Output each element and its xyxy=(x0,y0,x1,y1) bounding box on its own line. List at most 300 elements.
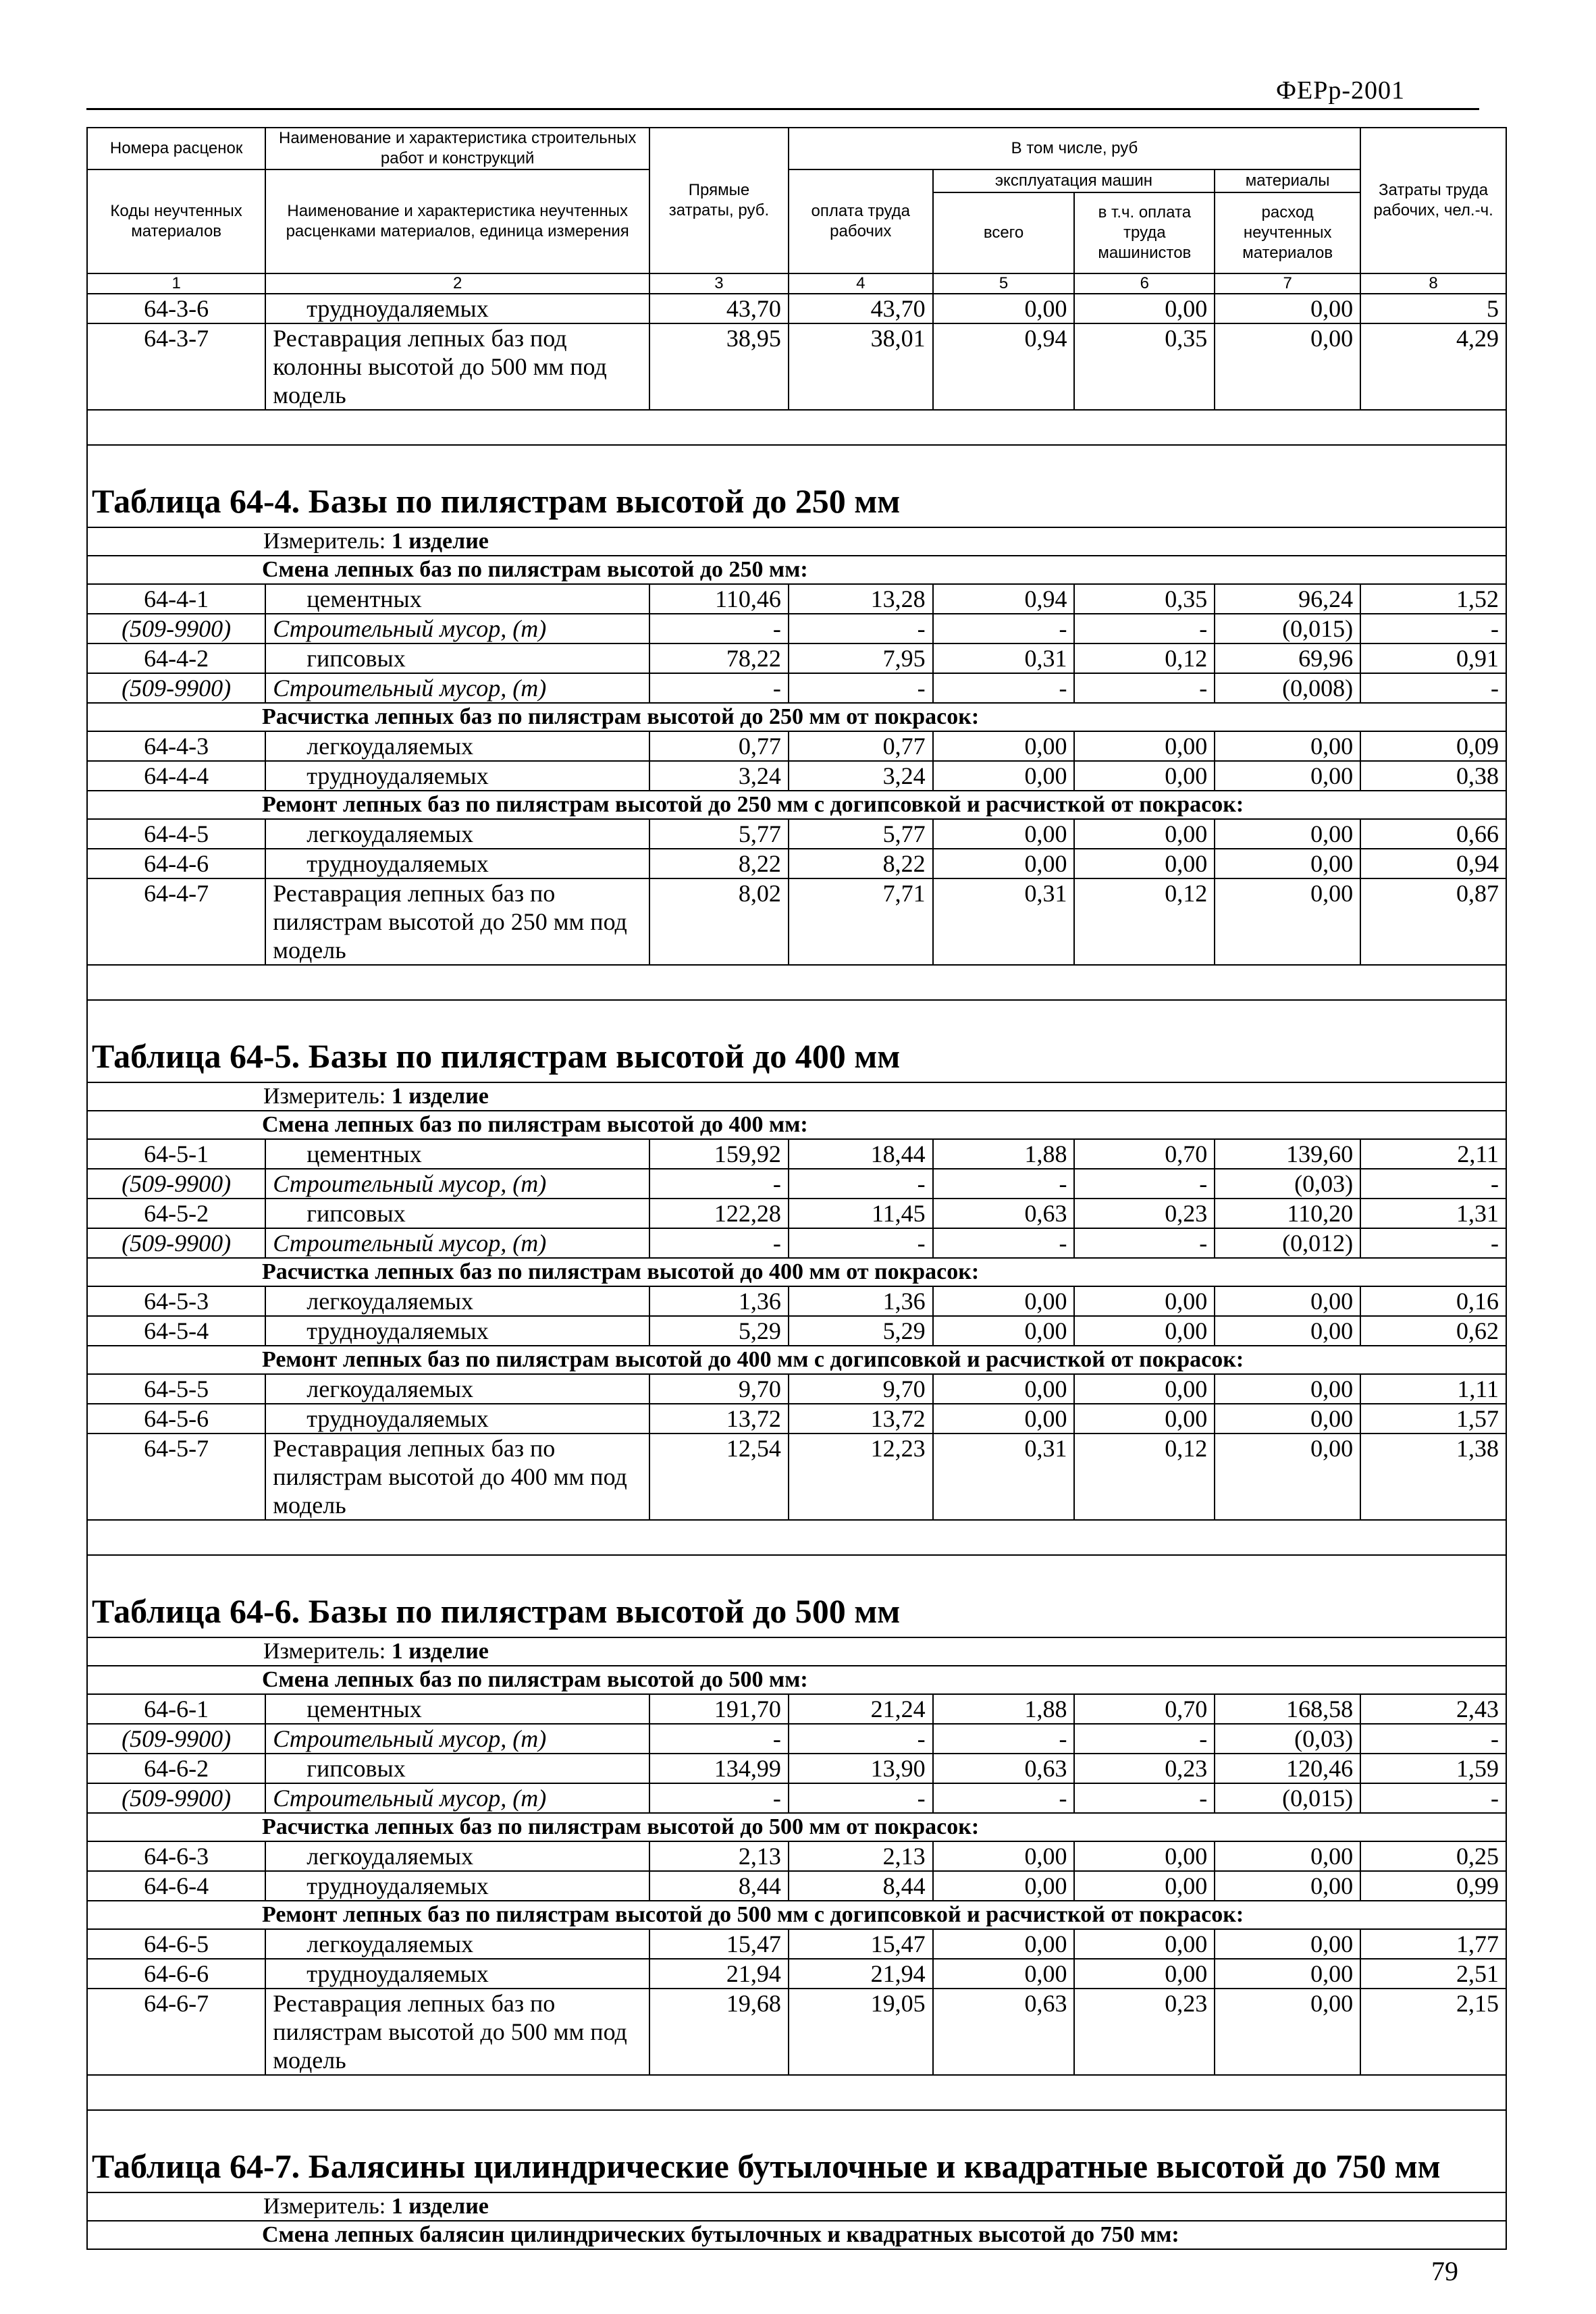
labor-hours: 0,09 xyxy=(1360,731,1506,761)
labor-hours: 0,99 xyxy=(1360,1871,1506,1901)
section-row xyxy=(87,1901,1506,1929)
section-heading: Смена лепных балясин цилиндрических бутылочных и квадратных высотой до 750 мм: xyxy=(87,2221,1506,2249)
direct-cost: - xyxy=(649,673,789,703)
rate-code: 64-5-4 xyxy=(87,1316,265,1346)
materials-cost: 96,24 xyxy=(1215,584,1360,614)
spacer-row xyxy=(87,410,1506,445)
rate-name: легкоудаляемых xyxy=(265,1929,649,1959)
rate-code: 64-6-3 xyxy=(87,1841,265,1871)
rate-row xyxy=(87,1841,1506,1871)
machines-total: 0,31 xyxy=(933,878,1075,965)
column-header-name: Наименование и характеристика строительных работ и конструкций xyxy=(265,128,649,169)
rate-row xyxy=(87,1959,1506,1989)
material-code: (509-9900) xyxy=(87,1228,265,1258)
machines-total: 0,00 xyxy=(933,1841,1075,1871)
section-row xyxy=(87,1258,1506,1286)
machinist-wages: 0,35 xyxy=(1074,584,1215,614)
column-index: 5 xyxy=(933,273,1075,294)
machines-total: 0,00 xyxy=(933,1286,1075,1316)
material-name: Строительный мусор, (т) xyxy=(265,1169,649,1199)
direct-cost: 3,24 xyxy=(649,761,789,791)
machines-total: 0,00 xyxy=(933,819,1075,849)
materials-cost: 0,00 xyxy=(1215,1871,1360,1901)
wages-cost: 0,77 xyxy=(789,731,933,761)
rate-row xyxy=(87,1199,1506,1228)
machines-total: 0,00 xyxy=(933,1316,1075,1346)
materials-cost: 0,00 xyxy=(1215,819,1360,849)
rate-name: трудноудаляемых xyxy=(265,1959,649,1989)
labor-hours: 0,87 xyxy=(1360,878,1506,965)
rate-code: 64-6-1 xyxy=(87,1694,265,1724)
rate-code: 64-6-6 xyxy=(87,1959,265,1989)
machinist-wages: 0,00 xyxy=(1074,1929,1215,1959)
direct-cost: 8,22 xyxy=(649,849,789,878)
section-row xyxy=(87,2221,1506,2249)
section-heading: Ремонт лепных баз по пилястрам высотой до 500 мм с догипсовкой и расчисткой от покрасок: xyxy=(87,1901,1506,1929)
wages-cost: 15,47 xyxy=(789,1929,933,1959)
machinist-wages: 0,00 xyxy=(1074,849,1215,878)
machinist-wages: 0,00 xyxy=(1074,819,1215,849)
machines-total: - xyxy=(933,1228,1075,1258)
wages-cost: - xyxy=(789,1783,933,1813)
machines-total: 0,94 xyxy=(933,323,1075,410)
measure-unit xyxy=(87,1082,1506,1111)
machinist-wages: - xyxy=(1074,1783,1215,1813)
rate-code: 64-6-4 xyxy=(87,1871,265,1901)
material-row xyxy=(87,673,1506,703)
machinist-wages: 0,00 xyxy=(1074,731,1215,761)
column-header-labor: Затраты труда рабочих, чел.-ч. xyxy=(1360,128,1506,273)
column-index: 4 xyxy=(789,273,933,294)
material-row xyxy=(87,1724,1506,1754)
wages-cost: - xyxy=(789,673,933,703)
measure-value: 1 изделие xyxy=(391,2194,489,2219)
rate-code: 64-4-6 xyxy=(87,849,265,878)
rate-name: цементных xyxy=(265,584,649,614)
direct-cost: 9,70 xyxy=(649,1374,789,1404)
machines-total: 0,00 xyxy=(933,1374,1075,1404)
materials-cost: 0,00 xyxy=(1215,294,1360,323)
wages-cost: - xyxy=(789,1724,933,1754)
wages-cost: 13,90 xyxy=(789,1754,933,1783)
column-index: 6 xyxy=(1074,273,1215,294)
materials-cost: 0,00 xyxy=(1215,1286,1360,1316)
wages-cost: 18,44 xyxy=(789,1139,933,1169)
section-heading: Расчистка лепных баз по пилястрам высотой до 400 мм от покрасок: xyxy=(87,1258,1506,1286)
table-title-row xyxy=(87,1000,1506,1082)
column-index: 7 xyxy=(1215,273,1360,294)
materials-cost: 69,96 xyxy=(1215,643,1360,673)
labor-hours: 2,51 xyxy=(1360,1959,1506,1989)
wages-cost: 7,95 xyxy=(789,643,933,673)
measure-row xyxy=(87,527,1506,556)
rate-row xyxy=(87,1286,1506,1316)
rate-code: 64-6-2 xyxy=(87,1754,265,1783)
wages-cost: 43,70 xyxy=(789,294,933,323)
machines-total: - xyxy=(933,1724,1075,1754)
section-heading: Расчистка лепных баз по пилястрам высотой до 500 мм от покрасок: xyxy=(87,1813,1506,1841)
wages-cost: 21,94 xyxy=(789,1959,933,1989)
column-header-wages: оплата труда рабочих xyxy=(789,169,933,273)
section-row xyxy=(87,556,1506,584)
column-header-machines: эксплуатация машин xyxy=(933,169,1215,192)
rate-row xyxy=(87,643,1506,673)
spacer-cell xyxy=(87,410,1506,445)
section-row xyxy=(87,791,1506,819)
machines-total: 1,88 xyxy=(933,1139,1075,1169)
labor-hours: 2,11 xyxy=(1360,1139,1506,1169)
material-row xyxy=(87,1169,1506,1199)
rates-table xyxy=(86,127,1507,2250)
rate-name: цементных xyxy=(265,1139,649,1169)
materials-cost: 0,00 xyxy=(1215,1929,1360,1959)
rate-code: 64-4-1 xyxy=(87,584,265,614)
direct-cost: 21,94 xyxy=(649,1959,789,1989)
rate-code: 64-5-3 xyxy=(87,1286,265,1316)
direct-cost: 1,36 xyxy=(649,1286,789,1316)
labor-hours: 0,16 xyxy=(1360,1286,1506,1316)
labor-hours: 1,77 xyxy=(1360,1929,1506,1959)
column-index: 2 xyxy=(265,273,649,294)
machinist-wages: 0,70 xyxy=(1074,1139,1215,1169)
direct-cost: 15,47 xyxy=(649,1929,789,1959)
section-row xyxy=(87,1111,1506,1139)
table-title-row xyxy=(87,445,1506,527)
rate-name: легкоудаляемых xyxy=(265,819,649,849)
machines-total: 0,31 xyxy=(933,643,1075,673)
rate-name: Реставрация лепных баз по пилястрам высотой до 250 мм под модель xyxy=(265,878,649,965)
section-heading: Смена лепных баз по пилястрам высотой до 250 мм: xyxy=(87,556,1506,584)
materials-cost: 0,00 xyxy=(1215,1374,1360,1404)
labor-hours: 4,29 xyxy=(1360,323,1506,410)
column-header-codes-materials: Коды неучтенных материалов xyxy=(87,169,265,273)
column-header-direct: Прямые затраты, руб. xyxy=(649,128,789,273)
wages-cost: - xyxy=(789,614,933,643)
labor-hours: 0,91 xyxy=(1360,643,1506,673)
machines-total: 0,00 xyxy=(933,849,1075,878)
measure-label: Измеритель: xyxy=(263,1639,386,1664)
direct-cost: - xyxy=(649,1169,789,1199)
column-header-incl: В том числе, руб xyxy=(789,128,1360,169)
measure-label: Измеритель: xyxy=(263,2194,386,2219)
rate-code: 64-5-1 xyxy=(87,1139,265,1169)
section-heading: Смена лепных баз по пилястрам высотой до 500 мм: xyxy=(87,1666,1506,1694)
materials-cost: 110,20 xyxy=(1215,1199,1360,1228)
direct-cost: 13,72 xyxy=(649,1404,789,1434)
materials-cost: 0,00 xyxy=(1215,1959,1360,1989)
direct-cost: - xyxy=(649,1228,789,1258)
machines-total: - xyxy=(933,614,1075,643)
rate-row xyxy=(87,1374,1506,1404)
materials-cost: (0,008) xyxy=(1215,673,1360,703)
table-title-row xyxy=(87,2110,1506,2192)
column-index: 3 xyxy=(649,273,789,294)
direct-cost: 8,44 xyxy=(649,1871,789,1901)
direct-cost: 38,95 xyxy=(649,323,789,410)
rate-row xyxy=(87,1989,1506,2075)
direct-cost: 12,54 xyxy=(649,1434,789,1520)
spacer-row xyxy=(87,1520,1506,1555)
spacer-cell xyxy=(87,2075,1506,2110)
rate-row xyxy=(87,1694,1506,1724)
machinist-wages: 0,00 xyxy=(1074,1286,1215,1316)
machinist-wages: - xyxy=(1074,1724,1215,1754)
machinist-wages: - xyxy=(1074,1169,1215,1199)
materials-cost: (0,03) xyxy=(1215,1169,1360,1199)
measure-unit xyxy=(87,527,1506,556)
table-title: Таблица 64-6. Базы по пилястрам высотой до 500 мм xyxy=(87,1555,1506,1637)
page-number: 79 xyxy=(1431,2256,1458,2286)
machinist-wages: - xyxy=(1074,673,1215,703)
rate-row xyxy=(87,584,1506,614)
direct-cost: - xyxy=(649,614,789,643)
machines-total: - xyxy=(933,1169,1075,1199)
rate-code: 64-5-7 xyxy=(87,1434,265,1520)
spacer-row xyxy=(87,965,1506,1000)
rate-row xyxy=(87,731,1506,761)
materials-cost: (0,015) xyxy=(1215,1783,1360,1813)
material-code: (509-9900) xyxy=(87,1783,265,1813)
wages-cost: 38,01 xyxy=(789,323,933,410)
labor-hours: 0,38 xyxy=(1360,761,1506,791)
materials-cost: 0,00 xyxy=(1215,878,1360,965)
measure-label: Измеритель: xyxy=(263,1084,386,1109)
machines-total: 0,00 xyxy=(933,1871,1075,1901)
table-title: Таблица 64-5. Базы по пилястрам высотой до 400 мм xyxy=(87,1000,1506,1082)
measure-unit xyxy=(87,2192,1506,2221)
direct-cost: 110,46 xyxy=(649,584,789,614)
machines-total: 0,00 xyxy=(933,1929,1075,1959)
rate-name: трудноудаляемых xyxy=(265,1404,649,1434)
machinist-wages: 0,00 xyxy=(1074,1404,1215,1434)
machines-total: 0,63 xyxy=(933,1199,1075,1228)
rate-row xyxy=(87,849,1506,878)
machinist-wages: 0,00 xyxy=(1074,1316,1215,1346)
rate-name: легкоудаляемых xyxy=(265,731,649,761)
materials-cost: 0,00 xyxy=(1215,761,1360,791)
direct-cost: - xyxy=(649,1724,789,1754)
rate-row xyxy=(87,1434,1506,1520)
labor-hours: 2,43 xyxy=(1360,1694,1506,1724)
material-name: Строительный мусор, (т) xyxy=(265,1228,649,1258)
wages-cost: 2,13 xyxy=(789,1841,933,1871)
machinist-wages: 0,12 xyxy=(1074,878,1215,965)
material-code: (509-9900) xyxy=(87,1169,265,1199)
measure-label: Измеритель: xyxy=(263,529,386,554)
header-rule xyxy=(86,108,1479,110)
materials-cost: 0,00 xyxy=(1215,1841,1360,1871)
materials-cost: 139,60 xyxy=(1215,1139,1360,1169)
machines-total: - xyxy=(933,1783,1075,1813)
section-row xyxy=(87,703,1506,731)
rate-code: 64-4-5 xyxy=(87,819,265,849)
machines-total: 1,88 xyxy=(933,1694,1075,1724)
direct-cost: 134,99 xyxy=(649,1754,789,1783)
direct-cost: 78,22 xyxy=(649,643,789,673)
direct-cost: 122,28 xyxy=(649,1199,789,1228)
rate-code: 64-3-6 xyxy=(87,294,265,323)
direct-cost: 5,29 xyxy=(649,1316,789,1346)
rate-name: Реставрация лепных баз по пилястрам высотой до 500 мм под модель xyxy=(265,1989,649,2075)
material-code: (509-9900) xyxy=(87,1724,265,1754)
machines-total: 0,00 xyxy=(933,1404,1075,1434)
labor-hours: 5 xyxy=(1360,294,1506,323)
rate-code: 64-4-2 xyxy=(87,643,265,673)
rate-row xyxy=(87,761,1506,791)
machinist-wages: 0,00 xyxy=(1074,761,1215,791)
rate-code: 64-4-7 xyxy=(87,878,265,965)
wages-cost: 13,28 xyxy=(789,584,933,614)
rate-row xyxy=(87,1404,1506,1434)
material-code: (509-9900) xyxy=(87,673,265,703)
machinist-wages: 0,12 xyxy=(1074,643,1215,673)
column-index: 8 xyxy=(1360,273,1506,294)
rate-row xyxy=(87,1754,1506,1783)
materials-cost: (0,015) xyxy=(1215,614,1360,643)
machinist-wages: 0,00 xyxy=(1074,1841,1215,1871)
rate-row xyxy=(87,323,1506,410)
labor-hours: - xyxy=(1360,673,1506,703)
wages-cost: 11,45 xyxy=(789,1199,933,1228)
table-title: Таблица 64-4. Базы по пилястрам высотой до 250 мм xyxy=(87,445,1506,527)
section-heading: Расчистка лепных баз по пилястрам высотой до 250 мм от покрасок: xyxy=(87,703,1506,731)
section-row xyxy=(87,1666,1506,1694)
material-name: Строительный мусор, (т) xyxy=(265,1783,649,1813)
machinist-wages: 0,12 xyxy=(1074,1434,1215,1520)
rate-name: цементных xyxy=(265,1694,649,1724)
machinist-wages: 0,23 xyxy=(1074,1754,1215,1783)
rate-name: трудноудаляемых xyxy=(265,294,649,323)
direct-cost: 2,13 xyxy=(649,1841,789,1871)
column-header-mach-wages: в т.ч. оплата труда машинистов xyxy=(1074,192,1215,273)
labor-hours: 1,31 xyxy=(1360,1199,1506,1228)
materials-cost: 0,00 xyxy=(1215,323,1360,410)
measure-value: 1 изделие xyxy=(391,1639,489,1664)
machines-total: 0,00 xyxy=(933,1959,1075,1989)
material-name: Строительный мусор, (т) xyxy=(265,1724,649,1754)
wages-cost: 12,23 xyxy=(789,1434,933,1520)
section-heading: Смена лепных баз по пилястрам высотой до 400 мм: xyxy=(87,1111,1506,1139)
labor-hours: - xyxy=(1360,1169,1506,1199)
labor-hours: 1,57 xyxy=(1360,1404,1506,1434)
material-row xyxy=(87,1228,1506,1258)
materials-cost: 0,00 xyxy=(1215,731,1360,761)
machines-total: 0,31 xyxy=(933,1434,1075,1520)
materials-cost: 0,00 xyxy=(1215,1434,1360,1520)
rate-name: Реставрация лепных баз по пилястрам высотой до 400 мм под модель xyxy=(265,1434,649,1520)
labor-hours: 1,52 xyxy=(1360,584,1506,614)
column-header-code: Номера расценок xyxy=(87,128,265,169)
labor-hours: - xyxy=(1360,1783,1506,1813)
rate-code: 64-6-7 xyxy=(87,1989,265,2075)
rate-code: 64-4-3 xyxy=(87,731,265,761)
column-header-mach-total: всего xyxy=(933,192,1075,273)
rate-name: трудноудаляемых xyxy=(265,1316,649,1346)
column-header-mat-sub: расход неучтенных материалов xyxy=(1215,192,1360,273)
wages-cost: 5,29 xyxy=(789,1316,933,1346)
measure-value: 1 изделие xyxy=(391,529,489,554)
direct-cost: - xyxy=(649,1783,789,1813)
materials-cost: 0,00 xyxy=(1215,1404,1360,1434)
machinist-wages: 0,35 xyxy=(1074,323,1215,410)
table-title: Таблица 64-7. Балясины цилиндрические бутылочные и квадратные высотой до 750 мм xyxy=(87,2110,1506,2192)
machines-total: - xyxy=(933,673,1075,703)
rate-code: 64-3-7 xyxy=(87,323,265,410)
machines-total: 0,00 xyxy=(933,731,1075,761)
rate-name: Реставрация лепных баз под колонны высотой до 500 мм под модель xyxy=(265,323,649,410)
material-name: Строительный мусор, (т) xyxy=(265,673,649,703)
measure-row xyxy=(87,1637,1506,1666)
machinist-wages: 0,00 xyxy=(1074,294,1215,323)
machines-total: 0,00 xyxy=(933,294,1075,323)
direct-cost: 5,77 xyxy=(649,819,789,849)
column-index: 1 xyxy=(87,273,265,294)
rate-name: гипсовых xyxy=(265,1199,649,1228)
materials-cost: (0,03) xyxy=(1215,1724,1360,1754)
section-row xyxy=(87,1346,1506,1374)
spacer-cell xyxy=(87,965,1506,1000)
machinist-wages: 0,00 xyxy=(1074,1871,1215,1901)
machines-total: 0,94 xyxy=(933,584,1075,614)
measure-unit xyxy=(87,1637,1506,1666)
section-heading: Ремонт лепных баз по пилястрам высотой до 250 мм с догипсовкой и расчисткой от покрасок: xyxy=(87,791,1506,819)
rate-name: трудноудаляемых xyxy=(265,849,649,878)
rate-code: 64-5-2 xyxy=(87,1199,265,1228)
rate-name: трудноудаляемых xyxy=(265,1871,649,1901)
rate-row xyxy=(87,819,1506,849)
materials-cost: (0,012) xyxy=(1215,1228,1360,1258)
direct-cost: 8,02 xyxy=(649,878,789,965)
wages-cost: - xyxy=(789,1169,933,1199)
direct-cost: 0,77 xyxy=(649,731,789,761)
rate-name: легкоудаляемых xyxy=(265,1286,649,1316)
labor-hours: 0,66 xyxy=(1360,819,1506,849)
machinist-wages: - xyxy=(1074,1228,1215,1258)
measure-row xyxy=(87,1082,1506,1111)
machinist-wages: 0,00 xyxy=(1074,1959,1215,1989)
wages-cost: 13,72 xyxy=(789,1404,933,1434)
rate-code: 64-4-4 xyxy=(87,761,265,791)
measure-value: 1 изделие xyxy=(391,1084,489,1109)
machinist-wages: 0,70 xyxy=(1074,1694,1215,1724)
wages-cost: 3,24 xyxy=(789,761,933,791)
rate-code: 64-6-5 xyxy=(87,1929,265,1959)
spacer-row xyxy=(87,2075,1506,2110)
labor-hours: - xyxy=(1360,1228,1506,1258)
material-row xyxy=(87,614,1506,643)
material-code: (509-9900) xyxy=(87,614,265,643)
machinist-wages: 0,23 xyxy=(1074,1199,1215,1228)
rate-row xyxy=(87,1871,1506,1901)
rate-name: трудноудаляемых xyxy=(265,761,649,791)
wages-cost: 7,71 xyxy=(789,878,933,965)
wages-cost: 8,44 xyxy=(789,1871,933,1901)
column-header-name-materials: Наименование и характеристика неучтенных расценками материалов, единица измерения xyxy=(265,169,649,273)
wages-cost: - xyxy=(789,1228,933,1258)
machinist-wages: - xyxy=(1074,614,1215,643)
labor-hours: - xyxy=(1360,614,1506,643)
wages-cost: 19,05 xyxy=(789,1989,933,2075)
wages-cost: 5,77 xyxy=(789,819,933,849)
labor-hours: 1,38 xyxy=(1360,1434,1506,1520)
wages-cost: 9,70 xyxy=(789,1374,933,1404)
table-title-row xyxy=(87,1555,1506,1637)
rate-row xyxy=(87,1929,1506,1959)
direct-cost: 191,70 xyxy=(649,1694,789,1724)
materials-cost: 0,00 xyxy=(1215,1989,1360,2075)
materials-cost: 168,58 xyxy=(1215,1694,1360,1724)
direct-cost: 159,92 xyxy=(649,1139,789,1169)
